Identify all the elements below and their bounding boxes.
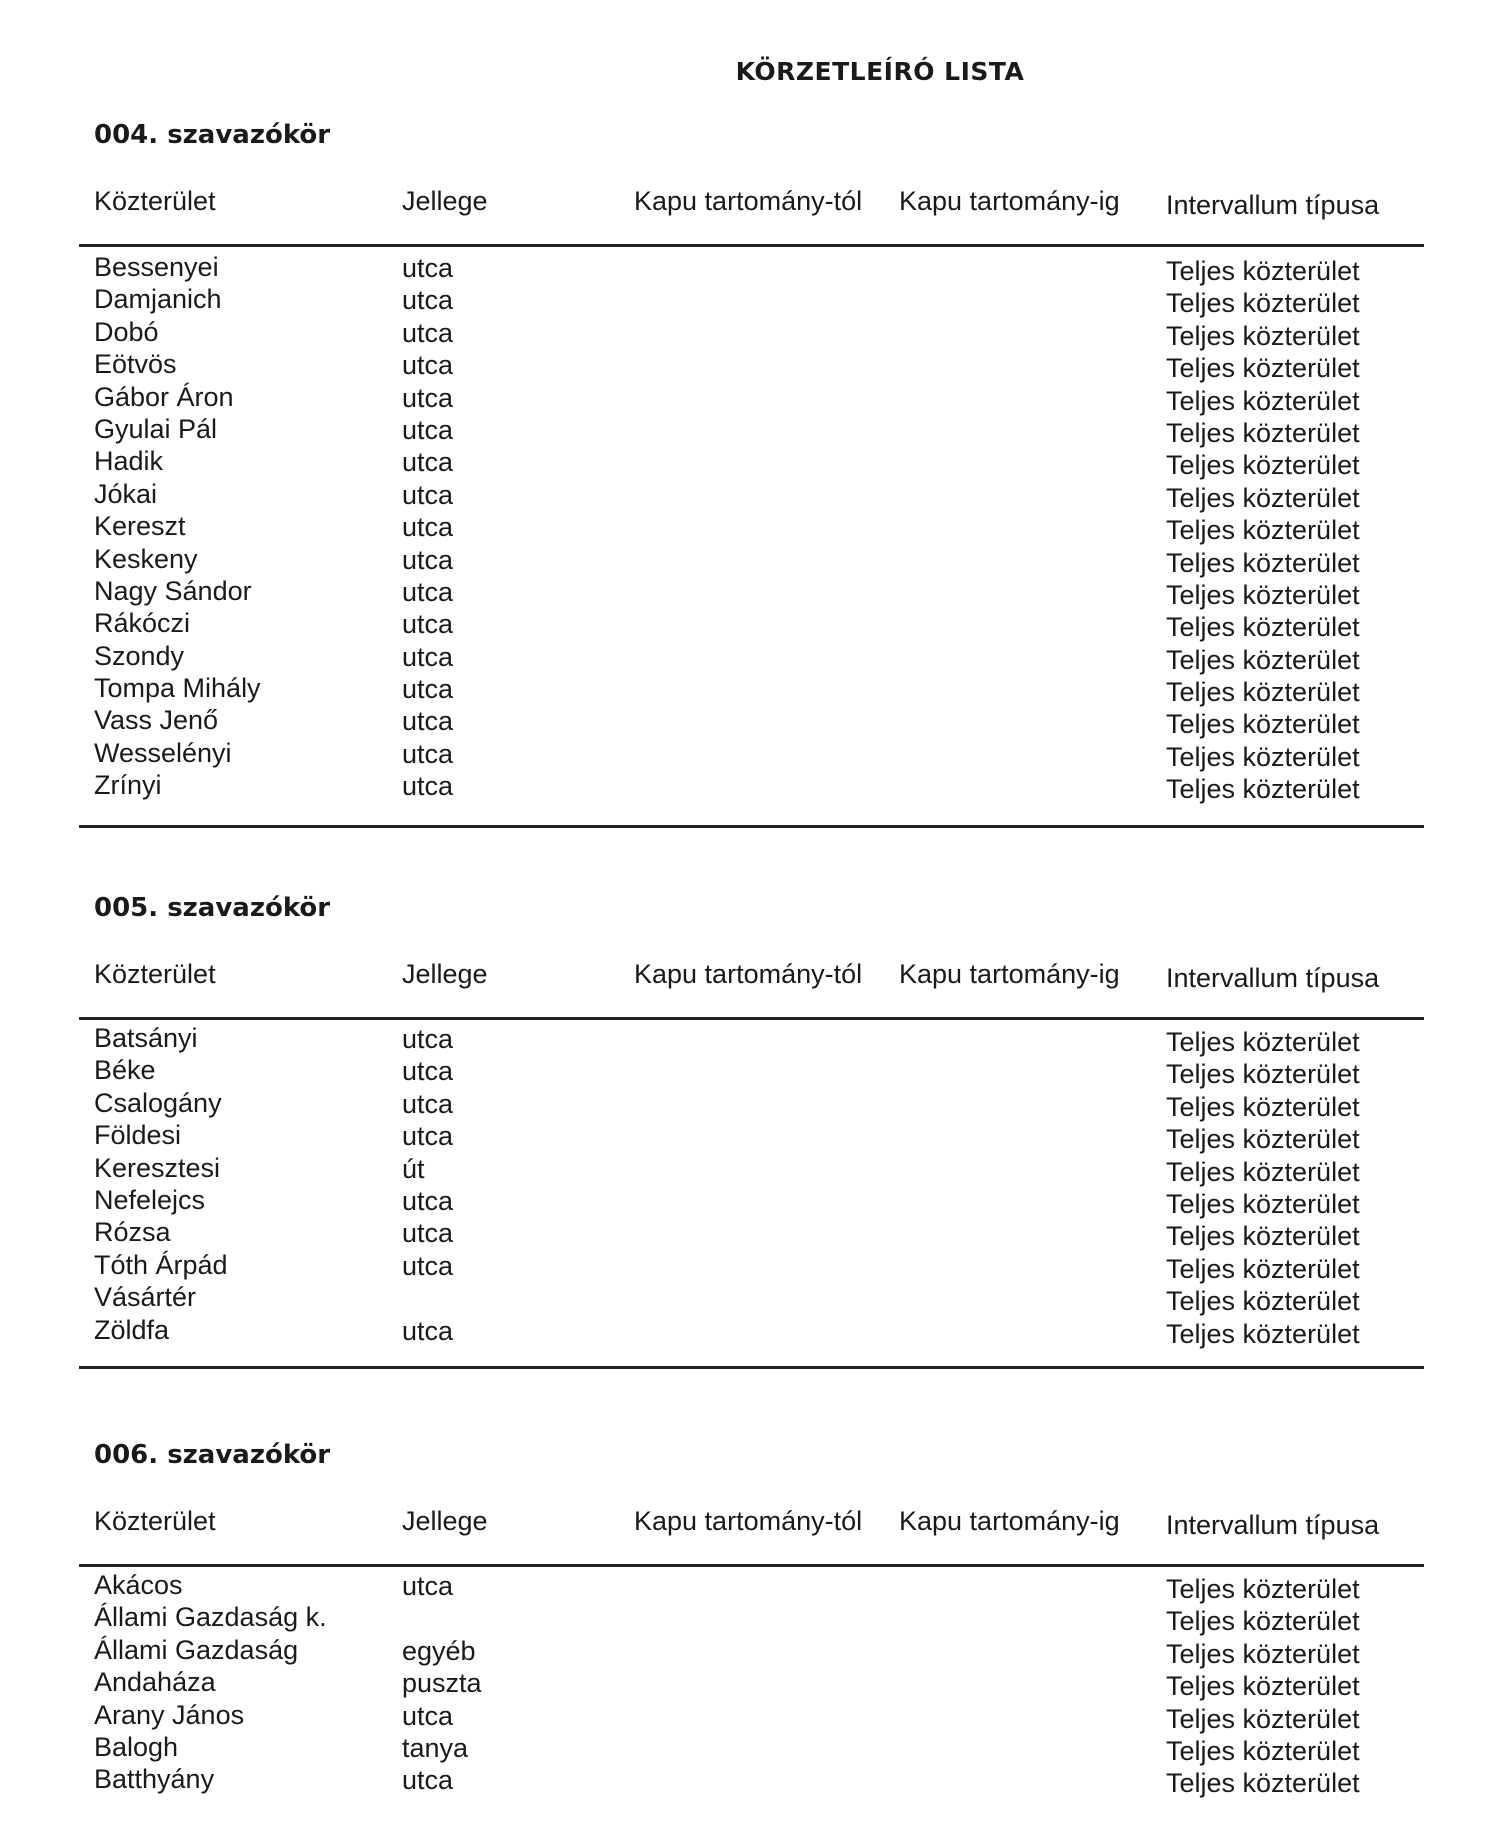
- street-cell: Hadik: [94, 446, 164, 477]
- kind-cell: tanya: [402, 1732, 469, 1763]
- kind-cell: utca: [402, 1250, 454, 1281]
- table-row: [0, 1023, 1500, 1055]
- type-cell: Teljes közterület: [1166, 1318, 1360, 1349]
- table-row: [0, 576, 1500, 608]
- kind-cell: utca: [402, 1765, 454, 1796]
- table-row: [0, 1185, 1500, 1217]
- column-header-street: Közterület: [94, 959, 216, 989]
- column-header-from: Kapu tartomány-tól: [634, 1506, 863, 1536]
- kind-cell: utca: [402, 576, 454, 607]
- column-header-street: Közterület: [94, 1506, 216, 1536]
- header-rule: [79, 244, 1424, 247]
- column-header-kind: Jellege: [402, 1506, 488, 1536]
- type-cell: Teljes közterület: [1166, 450, 1360, 481]
- kind-cell: utca: [402, 544, 454, 575]
- type-cell: Teljes közterület: [1166, 709, 1360, 740]
- column-header-kind: Jellege: [402, 959, 488, 989]
- type-cell: Teljes közterület: [1166, 1703, 1360, 1734]
- type-cell: Teljes közterület: [1166, 612, 1360, 643]
- street-cell: Földesi: [94, 1120, 182, 1151]
- table-row: [0, 1088, 1500, 1120]
- table-row: [0, 1153, 1500, 1185]
- street-cell: Eötvös: [94, 349, 177, 380]
- street-cell: Vass Jenő: [94, 705, 219, 736]
- table-row: [0, 1764, 1500, 1799]
- table-row: [0, 1120, 1500, 1155]
- street-cell: Keresztesi: [94, 1152, 221, 1183]
- table-row: [0, 1315, 1500, 1347]
- type-cell: Teljes közterület: [1166, 482, 1360, 513]
- table-row: [0, 284, 1500, 319]
- table-row: [0, 1570, 1500, 1602]
- column-header-type: Intervallum típusa: [1166, 963, 1380, 993]
- type-cell: Teljes közterület: [1166, 579, 1360, 610]
- kind-cell: utca: [402, 1121, 454, 1152]
- table-row: [0, 382, 1500, 414]
- type-cell: Teljes közterület: [1166, 774, 1360, 805]
- table-row: [0, 1282, 1500, 1317]
- kind-cell: utca: [402, 771, 454, 802]
- type-cell: Teljes közterület: [1166, 677, 1360, 708]
- table-row: [0, 1250, 1500, 1282]
- kind-cell: utca: [402, 641, 454, 672]
- type-cell: Teljes közterület: [1166, 1156, 1360, 1187]
- table-row: [0, 705, 1500, 740]
- street-cell: Arany János: [94, 1699, 245, 1730]
- kind-cell: utca: [402, 738, 454, 769]
- column-header-street: Közterület: [94, 186, 216, 216]
- street-cell: Rózsa: [94, 1217, 171, 1248]
- table-row: [0, 1602, 1500, 1637]
- kind-cell: utca: [402, 447, 454, 478]
- type-cell: Teljes közterület: [1166, 1059, 1360, 1090]
- street-cell: Tompa Mihály: [94, 673, 261, 704]
- table-row: [0, 641, 1500, 673]
- header-rule: [79, 1564, 1424, 1567]
- section-title: 006. szavazókör: [94, 1440, 331, 1470]
- street-cell: Damjanich: [94, 284, 222, 315]
- street-cell: Csalogány: [94, 1087, 222, 1118]
- street-cell: Gyulai Pál: [94, 413, 218, 444]
- kind-cell: utca: [402, 350, 454, 381]
- table-row: [0, 414, 1500, 446]
- kind-cell: utca: [402, 1315, 454, 1346]
- kind-cell: utca: [402, 285, 454, 316]
- street-cell: Béke: [94, 1055, 156, 1086]
- kind-cell: utca: [402, 512, 454, 543]
- type-cell: Teljes közterület: [1166, 1574, 1360, 1604]
- street-cell: Akácos: [94, 1570, 183, 1600]
- street-cell: Bessenyei: [94, 252, 219, 282]
- table-row: [0, 1667, 1500, 1702]
- type-cell: Teljes közterület: [1166, 1253, 1360, 1284]
- table-row: [0, 252, 1500, 284]
- type-cell: Teljes közterület: [1166, 1027, 1360, 1057]
- street-cell: Batthyány: [94, 1764, 215, 1795]
- column-header-kind: Jellege: [402, 186, 488, 216]
- type-cell: Teljes közterület: [1166, 741, 1360, 772]
- street-cell: Nefelejcs: [94, 1184, 206, 1215]
- type-cell: Teljes közterület: [1166, 417, 1360, 448]
- table-row: [0, 1732, 1500, 1764]
- table-row: [0, 738, 1500, 770]
- table-row: [0, 1055, 1500, 1090]
- kind-cell: utca: [402, 706, 454, 737]
- table-row: [0, 1635, 1500, 1667]
- table-row: [0, 349, 1500, 384]
- footer-rule: [79, 825, 1424, 828]
- table-row: [0, 544, 1500, 576]
- section-title: 005. szavazókör: [94, 893, 331, 923]
- street-cell: Batsányi: [94, 1023, 198, 1053]
- column-header-from: Kapu tartomány-tól: [634, 959, 863, 989]
- kind-cell: utca: [402, 414, 454, 445]
- street-cell: Állami Gazdaság k.: [94, 1602, 327, 1633]
- kind-cell: út: [402, 1153, 425, 1184]
- type-cell: Teljes közterület: [1166, 256, 1360, 286]
- table-row: [0, 770, 1500, 805]
- type-cell: Teljes közterület: [1166, 353, 1360, 384]
- kind-cell: utca: [402, 1056, 454, 1087]
- type-cell: Teljes közterület: [1166, 320, 1360, 351]
- street-cell: Kereszt: [94, 511, 186, 542]
- kind-cell: puszta: [402, 1668, 482, 1699]
- type-cell: Teljes közterület: [1166, 644, 1360, 675]
- kind-cell: utca: [402, 1218, 454, 1249]
- street-cell: Keskeny: [94, 543, 198, 574]
- column-header-to: Kapu tartomány-ig: [899, 959, 1120, 989]
- type-cell: Teljes közterület: [1166, 1286, 1360, 1317]
- street-cell: Wesselényi: [94, 737, 232, 768]
- table-row: [0, 317, 1500, 349]
- table-row: [0, 1700, 1500, 1732]
- column-header-type: Intervallum típusa: [1166, 1510, 1380, 1540]
- type-cell: Teljes közterület: [1166, 1606, 1360, 1637]
- type-cell: Teljes közterület: [1166, 1124, 1360, 1155]
- type-cell: Teljes közterület: [1166, 1671, 1360, 1702]
- kind-cell: egyéb: [402, 1635, 476, 1666]
- type-cell: Teljes közterület: [1166, 1221, 1360, 1252]
- type-cell: Teljes közterület: [1166, 547, 1360, 578]
- table-body: [0, 1023, 1500, 1347]
- table-row: [0, 511, 1500, 546]
- table-body: [0, 1570, 1500, 1797]
- kind-cell: utca: [402, 317, 454, 348]
- kind-cell: utca: [402, 253, 454, 283]
- kind-cell: utca: [402, 674, 454, 705]
- street-cell: Rákóczi: [94, 608, 191, 639]
- table-row: [0, 1217, 1500, 1252]
- street-cell: Andaháza: [94, 1667, 216, 1698]
- section-title: 004. szavazókör: [94, 120, 331, 150]
- street-cell: Balogh: [94, 1731, 179, 1762]
- street-cell: Jókai: [94, 478, 158, 509]
- kind-cell: utca: [402, 1571, 454, 1601]
- kind-cell: utca: [402, 1088, 454, 1119]
- column-header-type: Intervallum típusa: [1166, 190, 1380, 220]
- column-header-from: Kapu tartomány-tól: [634, 186, 863, 216]
- type-cell: Teljes közterület: [1166, 385, 1360, 416]
- street-cell: Dobó: [94, 316, 159, 347]
- kind-cell: utca: [402, 1024, 454, 1054]
- street-cell: Nagy Sándor: [94, 575, 252, 606]
- street-cell: Szondy: [94, 640, 185, 671]
- table-row: [0, 673, 1500, 708]
- kind-cell: utca: [402, 609, 454, 640]
- type-cell: Teljes közterület: [1166, 1188, 1360, 1219]
- type-cell: Teljes közterület: [1166, 288, 1360, 319]
- type-cell: Teljes közterület: [1166, 1638, 1360, 1669]
- street-cell: Zrínyi: [94, 770, 162, 801]
- street-cell: Tóth Árpád: [94, 1249, 228, 1280]
- page-title: KÖRZETLEÍRÓ LISTA: [735, 57, 1025, 86]
- table-body: [0, 252, 1500, 803]
- type-cell: Teljes közterület: [1166, 515, 1360, 546]
- street-cell: Zöldfa: [94, 1314, 170, 1345]
- table-row: [0, 608, 1500, 643]
- type-cell: Teljes közterület: [1166, 1768, 1360, 1799]
- type-cell: Teljes közterület: [1166, 1735, 1360, 1766]
- kind-cell: utca: [402, 382, 454, 413]
- header-rule: [79, 1017, 1424, 1020]
- footer-rule: [79, 1366, 1424, 1369]
- street-cell: Állami Gazdaság: [94, 1634, 299, 1665]
- street-cell: Gábor Áron: [94, 381, 234, 412]
- table-row: [0, 446, 1500, 481]
- type-cell: Teljes közterület: [1166, 1091, 1360, 1122]
- column-header-to: Kapu tartomány-ig: [899, 186, 1120, 216]
- kind-cell: utca: [402, 479, 454, 510]
- kind-cell: utca: [402, 1700, 454, 1731]
- street-cell: Vásártér: [94, 1282, 197, 1313]
- table-row: [0, 479, 1500, 511]
- column-header-to: Kapu tartomány-ig: [899, 1506, 1120, 1536]
- kind-cell: utca: [402, 1185, 454, 1216]
